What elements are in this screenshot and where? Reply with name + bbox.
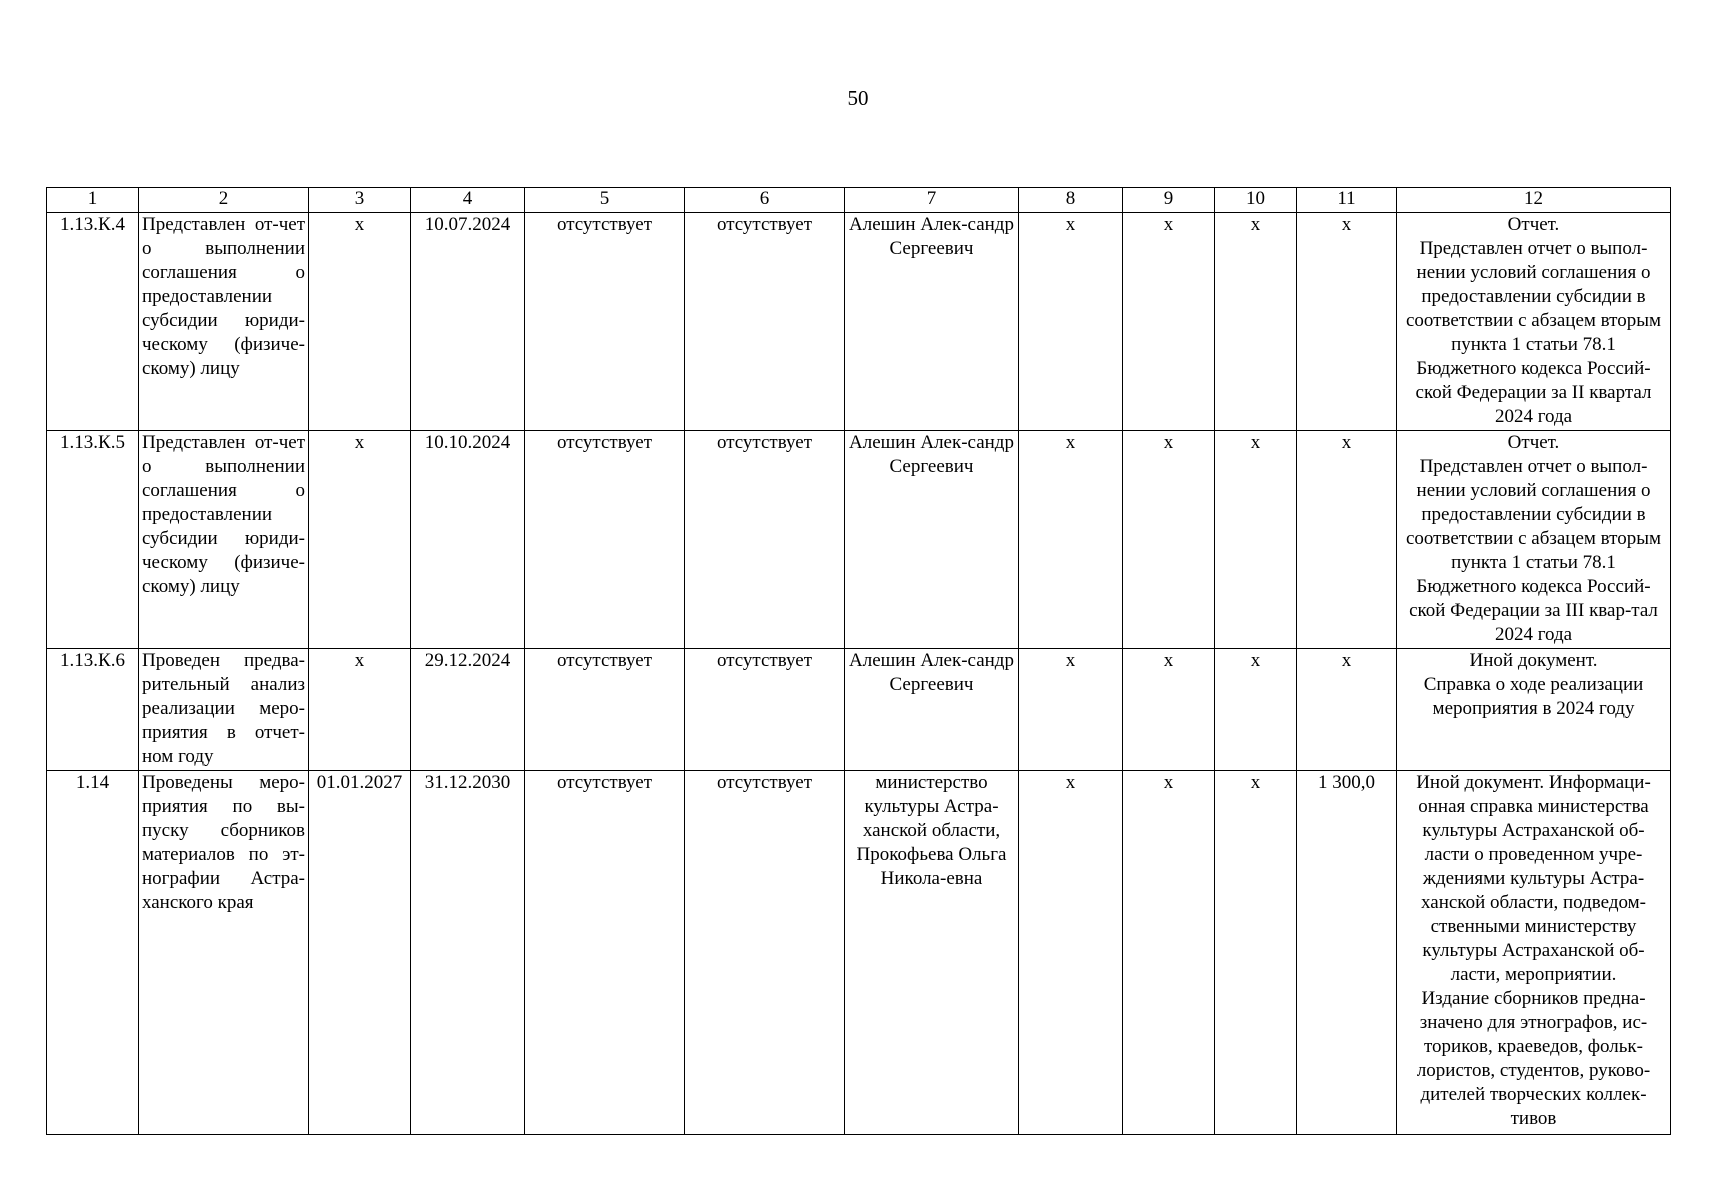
- column-header: 8: [1019, 188, 1123, 213]
- header-row: [47, 188, 1671, 213]
- column-8-value: x: [1019, 771, 1123, 1135]
- responsible-person: Алешин Алек-сандр Сергеевич: [845, 649, 1019, 771]
- document-description: Справка о ходе реализации мероприятия в 2024 году: [1423, 674, 1644, 719]
- column-5-value: отсутствует: [525, 649, 685, 771]
- table-row: [47, 431, 1671, 649]
- column-5-value: отсутствует: [525, 431, 685, 649]
- start-date: x: [309, 213, 411, 431]
- page-number: 50: [847, 86, 869, 110]
- column-10-value: x: [1215, 431, 1297, 649]
- column-6-value: отсутствует: [685, 213, 845, 431]
- column-10-value: x: [1215, 771, 1297, 1135]
- responsible-person: Алешин Алек-сандр Сергеевич: [845, 431, 1019, 649]
- column-header: 5: [525, 188, 685, 213]
- column-5-value: отсутствует: [525, 771, 685, 1135]
- document-description: Издание сборников предна-значено для этнографов, ис-ториков, краеведов, фольк-лористов, студентов, руково-дителей творческих коллек-тивов: [1416, 988, 1651, 1129]
- document-cell: [1397, 431, 1671, 649]
- column-8-value: x: [1019, 431, 1123, 649]
- column-9-value: x: [1123, 431, 1215, 649]
- document-type: Отчет.: [1507, 432, 1560, 453]
- column-11-value: x: [1297, 431, 1397, 649]
- event-description: Представлен от-чет о выполнении соглашения о предоставлении субсидии юриди-ческому (физиче-скому) лицу: [139, 431, 309, 649]
- column-6-value: отсутствует: [685, 649, 845, 771]
- column-9-value: x: [1123, 213, 1215, 431]
- column-8-value: x: [1019, 213, 1123, 431]
- document-type: Иной документ. Информаци-онная справка министерства культуры Астраханской об-ласти о проведенном учре-ждениями культуры Астра-ханской области, подведом-ственными министерству культуры Астраханской об-ласти, мероприятии.: [1416, 772, 1651, 985]
- column-11-value: x: [1297, 213, 1397, 431]
- start-date: x: [309, 431, 411, 649]
- column-header: 7: [845, 188, 1019, 213]
- column-11-value: x: [1297, 649, 1397, 771]
- column-9-value: x: [1123, 649, 1215, 771]
- event-description: Проведен предва-рительный анализ реализации меро-приятия в отчет-ном году: [139, 649, 309, 771]
- column-8-value: x: [1019, 649, 1123, 771]
- table-row: [47, 213, 1671, 431]
- document-cell: [1397, 771, 1671, 1135]
- column-6-value: отсутствует: [685, 431, 845, 649]
- report-table: [46, 187, 1671, 1135]
- table-row: [47, 771, 1671, 1135]
- document-type: Отчет.: [1507, 214, 1560, 235]
- end-date: 29.12.2024: [411, 649, 525, 771]
- column-9-value: x: [1123, 771, 1215, 1135]
- event-description: Представлен от-чет о выполнении соглашения о предоставлении субсидии юриди-ческому (физиче-скому) лицу: [139, 213, 309, 431]
- row-number: 1.14: [47, 771, 139, 1135]
- table-row: [47, 649, 1671, 771]
- column-header: 6: [685, 188, 845, 213]
- row-number: 1.13.К.4: [47, 213, 139, 431]
- start-date: 01.01.2027: [309, 771, 411, 1135]
- column-header: 10: [1215, 188, 1297, 213]
- column-10-value: x: [1215, 213, 1297, 431]
- document-description: Представлен отчет о выпол-нении условий соглашения о предоставлении субсидии в соответствии с абзацем вторым пункта 1 статьи 78.1 Бюджетного кодекса Россий-ской Федерации за II квартал 2024 года: [1405, 238, 1662, 427]
- row-number: 1.13.К.5: [47, 431, 139, 649]
- start-date: x: [309, 649, 411, 771]
- column-10-value: x: [1215, 649, 1297, 771]
- column-5-value: отсутствует: [525, 213, 685, 431]
- column-header: 12: [1397, 188, 1671, 213]
- document-cell: [1397, 213, 1671, 431]
- document-cell: [1397, 649, 1671, 771]
- document-description: Представлен отчет о выпол-нении условий соглашения о предоставлении субсидии в соответствии с абзацем вторым пункта 1 статьи 78.1 Бюджетного кодекса Россий-ской Федерации за III квар-тал 2024 года: [1405, 456, 1662, 645]
- responsible-person: министерство культуры Астра-ханской области, Прокофьева Ольга Никола-евна: [845, 771, 1019, 1135]
- responsible-person: Алешин Алек-сандр Сергеевич: [845, 213, 1019, 431]
- column-header: 4: [411, 188, 525, 213]
- event-description: Проведены меро-приятия по вы-пуску сборников материалов по эт-нографии Астра-ханского края: [139, 771, 309, 1135]
- column-11-value: 1 300,0: [1297, 771, 1397, 1135]
- column-header: 3: [309, 188, 411, 213]
- end-date: 31.12.2030: [411, 771, 525, 1135]
- column-6-value: отсутствует: [685, 771, 845, 1135]
- end-date: 10.07.2024: [411, 213, 525, 431]
- column-header: 2: [139, 188, 309, 213]
- row-number: 1.13.К.6: [47, 649, 139, 771]
- end-date: 10.10.2024: [411, 431, 525, 649]
- document-type: Иной документ.: [1469, 650, 1598, 671]
- column-header: 1: [47, 188, 139, 213]
- column-header: 9: [1123, 188, 1215, 213]
- column-header: 11: [1297, 188, 1397, 213]
